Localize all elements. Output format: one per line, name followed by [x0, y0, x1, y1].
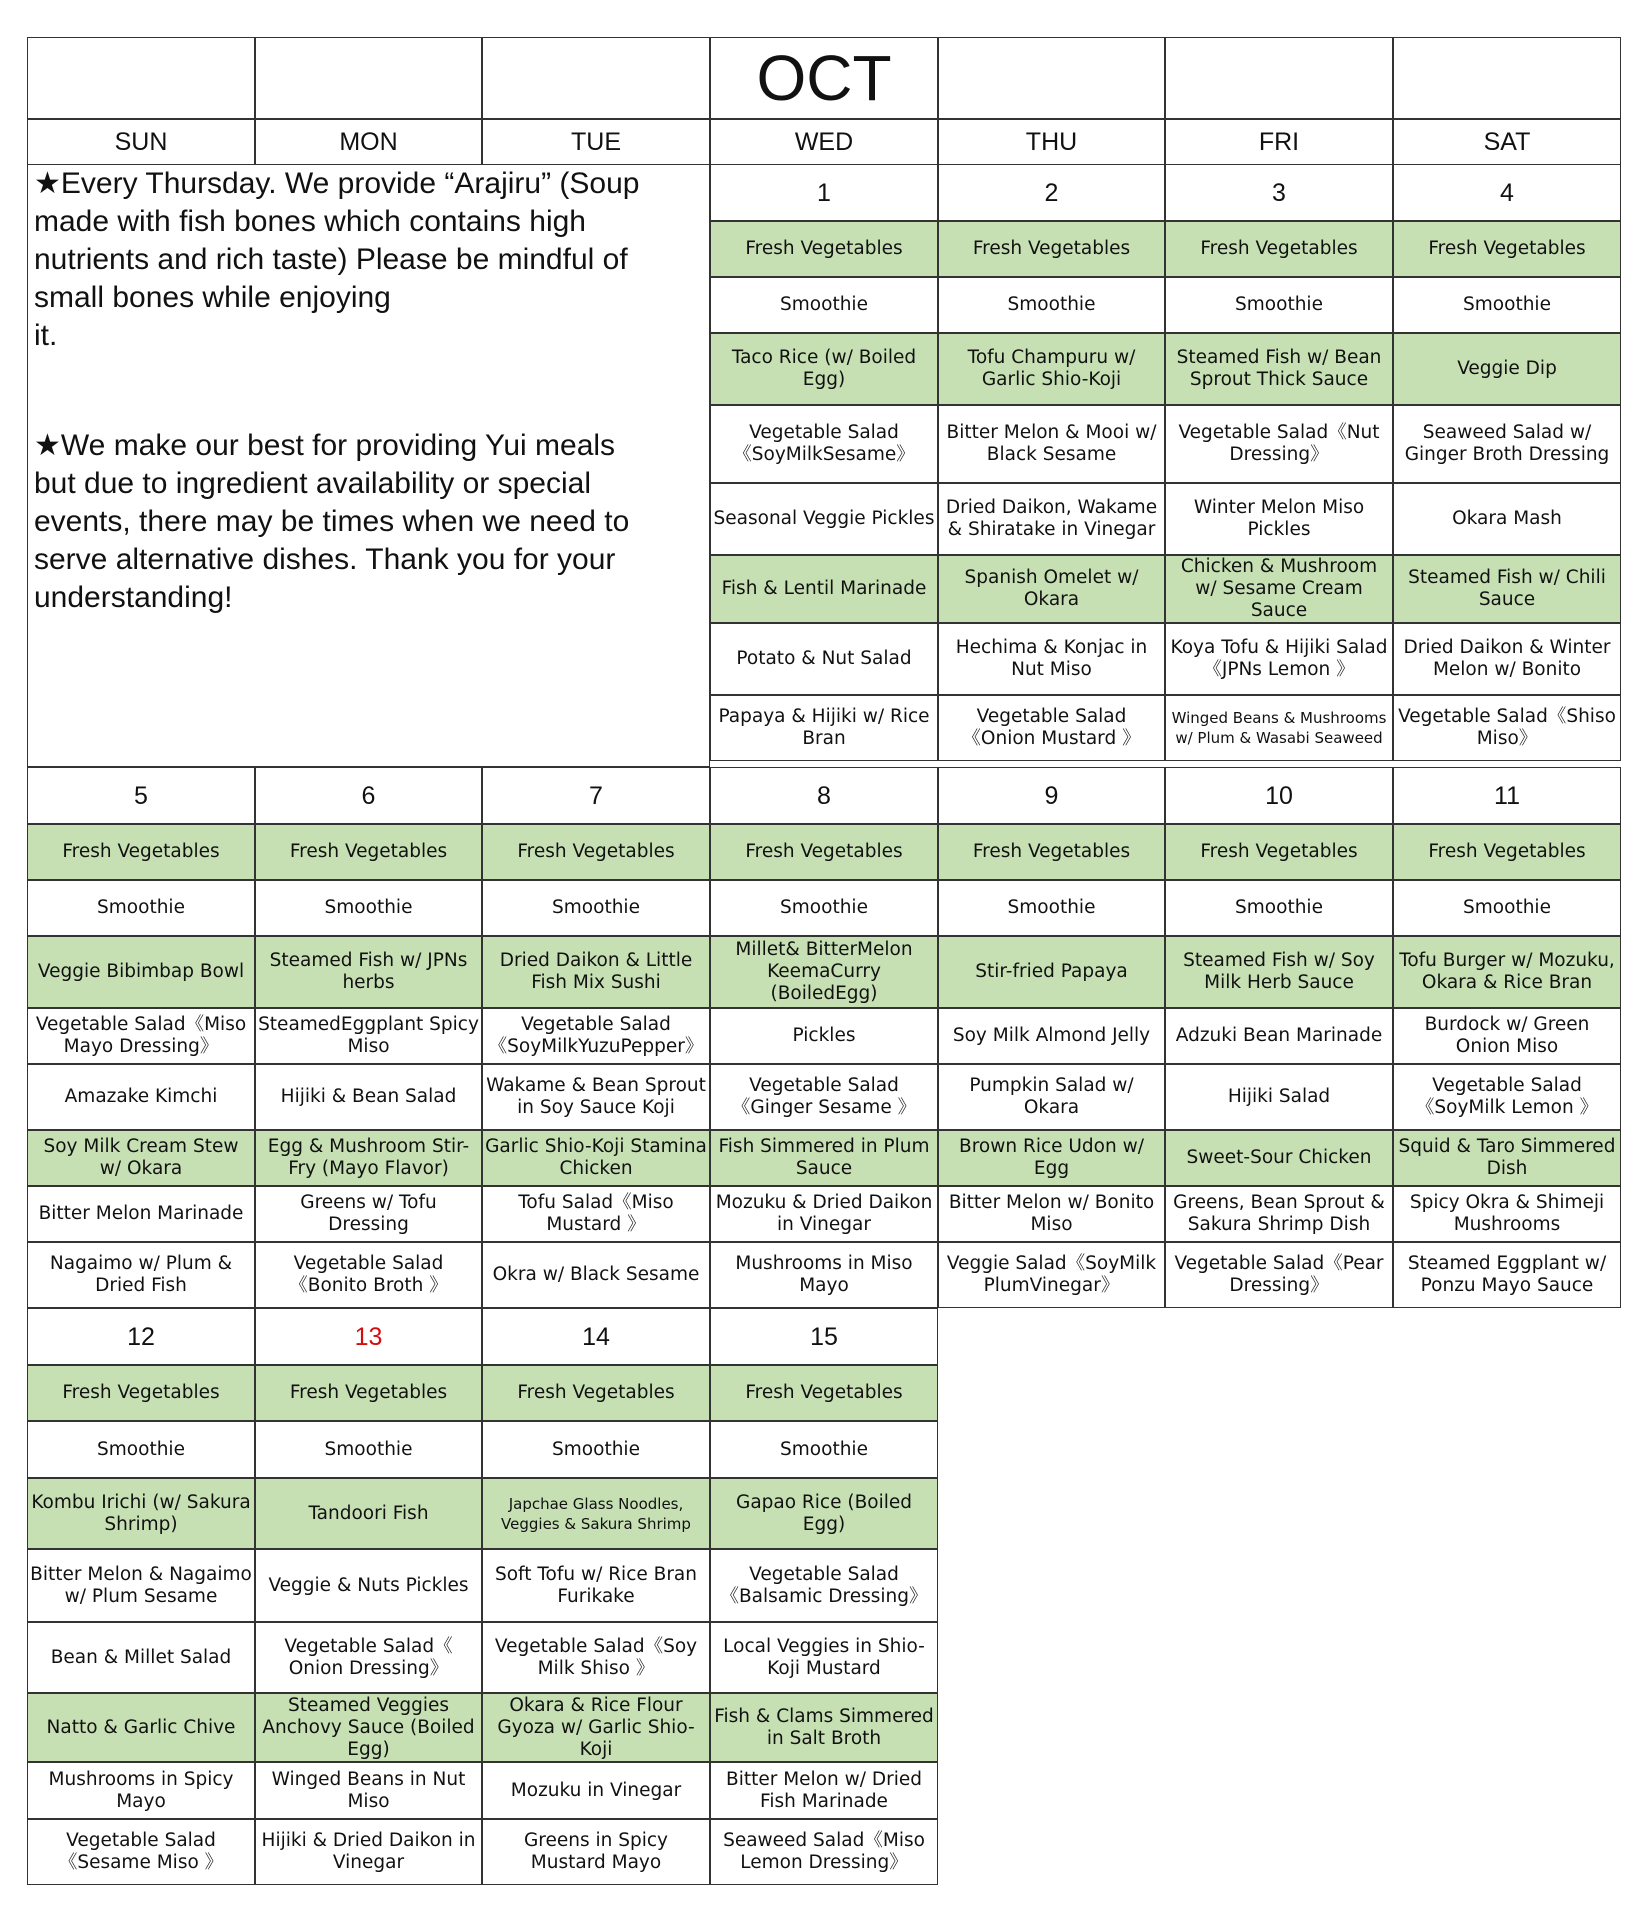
menu-item: Fresh Vegetables [27, 1365, 255, 1421]
menu-item: Steamed Fish w/ Soy Milk Herb Sauce [1165, 936, 1393, 1008]
note-text: ★We make our best for providing Yui meals but due to ingredient availability or special events, there may be times when we need to serve alternative dishes. Thank you for your understanding! [34, 429, 630, 614]
day-number: 6 [255, 767, 482, 824]
menu-item: Squid & Taro Simmered Dish [1393, 1130, 1621, 1186]
menu-item: Spanish Omelet w/ Okara [938, 555, 1165, 623]
menu-item: Steamed Fish w/ Bean Sprout Thick Sauce [1165, 333, 1393, 405]
menu-item: Bean & Millet Salad [27, 1622, 255, 1693]
menu-item: Winged Beans & Mushrooms w/ Plum & Wasabi Seaweed [1165, 695, 1393, 761]
menu-item: Bitter Melon w/ Bonito Miso [938, 1186, 1165, 1242]
menu-item: Okara Mash [1393, 483, 1621, 555]
menu-item: Pickles [710, 1008, 938, 1064]
menu-item: Soy Milk Cream Stew w/ Okara [27, 1130, 255, 1186]
header-blank-cell [1393, 37, 1621, 119]
menu-item: Sweet-Sour Chicken [1165, 1130, 1393, 1186]
menu-item: Dried Daikon, Wakame & Shiratake in Vinegar [938, 483, 1165, 555]
menu-item: Hijiki & Dried Daikon in Vinegar [255, 1819, 482, 1885]
menu-item: Vegetable Salad《Onion Mustard 》 [938, 695, 1165, 761]
menu-item: Burdock w/ Green Onion Miso [1393, 1008, 1621, 1064]
menu-item: Hijiki & Bean Salad [255, 1064, 482, 1130]
menu-item: SteamedEggplant Spicy Miso [255, 1008, 482, 1064]
menu-item: Vegetable Salad《Pear Dressing》 [1165, 1242, 1393, 1308]
menu-item: Smoothie [482, 880, 710, 936]
menu-item: Egg & Mushroom Stir-Fry (Mayo Flavor) [255, 1130, 482, 1186]
menu-item: Nagaimo w/ Plum & Dried Fish [27, 1242, 255, 1308]
menu-item: Seasonal Veggie Pickles [710, 483, 938, 555]
menu-item: Vegetable Salad《Balsamic Dressing》 [710, 1549, 938, 1622]
menu-item: Fish Simmered in Plum Sauce [710, 1130, 938, 1186]
day-number: 1 [710, 164, 938, 221]
notes-panel [27, 164, 710, 767]
menu-item: Steamed Fish w/ JPNs herbs [255, 936, 482, 1008]
menu-item: Fish & Lentil Marinade [710, 555, 938, 623]
menu-item: Seaweed Salad《Miso Lemon Dressing》 [710, 1819, 938, 1885]
menu-item: Vegetable Salad《Ginger Sesame 》 [710, 1064, 938, 1130]
menu-item: Soy Milk Almond Jelly [938, 1008, 1165, 1064]
menu-item: Amazake Kimchi [27, 1064, 255, 1130]
menu-item: Smoothie [27, 880, 255, 936]
menu-item: Okra w/ Black Sesame [482, 1242, 710, 1308]
menu-item: Kombu Irichi (w/ Sakura Shrimp) [27, 1478, 255, 1549]
day-number: 13 [255, 1308, 482, 1365]
menu-item: Fresh Vegetables [710, 1365, 938, 1421]
menu-item: Potato & Nut Salad [710, 623, 938, 695]
menu-item: Mozuku in Vinegar [482, 1762, 710, 1819]
menu-item: Vegetable Salad《Miso Mayo Dressing》 [27, 1008, 255, 1064]
menu-item: Winter Melon Miso Pickles [1165, 483, 1393, 555]
menu-item: Fresh Vegetables [938, 824, 1165, 880]
menu-item: Greens, Bean Sprout & Sakura Shrimp Dish [1165, 1186, 1393, 1242]
menu-item: Vegetable Salad《SoyMilkSesame》 [710, 405, 938, 483]
day-number: 7 [482, 767, 710, 824]
menu-item: Smoothie [938, 277, 1165, 333]
menu-item: Smoothie [255, 1421, 482, 1478]
menu-item: Gapao Rice (Boiled Egg) [710, 1478, 938, 1549]
menu-item: Fresh Vegetables [482, 1365, 710, 1421]
menu-item: Mushrooms in Miso Mayo [710, 1242, 938, 1308]
month-title: OCT [710, 37, 938, 119]
day-number: 11 [1393, 767, 1621, 824]
menu-item: Vegetable Salad《SoyMilk Lemon 》 [1393, 1064, 1621, 1130]
menu-item: Stir-fried Papaya [938, 936, 1165, 1008]
menu-item: Fresh Vegetables [1393, 221, 1621, 277]
menu-item: Smoothie [482, 1421, 710, 1478]
menu-item: Koya Tofu & Hijiki Salad《JPNs Lemon 》 [1165, 623, 1393, 695]
menu-item: Veggie Dip [1393, 333, 1621, 405]
menu-item: Japchae Glass Noodles, Veggies & Sakura Shrimp [482, 1478, 710, 1549]
menu-item: Dried Daikon & Little Fish Mix Sushi [482, 936, 710, 1008]
menu-item: Brown Rice Udon w/ Egg [938, 1130, 1165, 1186]
menu-item: Mozuku & Dried Daikon in Vinegar [710, 1186, 938, 1242]
menu-item: Hechima & Konjac in Nut Miso [938, 623, 1165, 695]
day-number: 14 [482, 1308, 710, 1365]
day-number: 8 [710, 767, 938, 824]
menu-item: Papaya & Hijiki w/ Rice Bran [710, 695, 938, 761]
menu-item: Smoothie [255, 880, 482, 936]
header-blank-cell [27, 37, 255, 119]
menu-item: Vegetable Salad《Bonito Broth 》 [255, 1242, 482, 1308]
menu-item: Spicy Okra & Shimeji Mushrooms [1393, 1186, 1621, 1242]
menu-item: Chicken & Mushroom w/ Sesame Cream Sauce [1165, 555, 1393, 623]
menu-item: Winged Beans in Nut Miso [255, 1762, 482, 1819]
menu-item: Veggie & Nuts Pickles [255, 1549, 482, 1622]
menu-item: Smoothie [710, 880, 938, 936]
menu-item: Mushrooms in Spicy Mayo [27, 1762, 255, 1819]
menu-item: Vegetable Salad《Soy Milk Shiso 》 [482, 1622, 710, 1693]
menu-item: Hijiki Salad [1165, 1064, 1393, 1130]
day-number: 3 [1165, 164, 1393, 221]
day-number: 12 [27, 1308, 255, 1365]
menu-item: Soft Tofu w/ Rice Bran Furikake [482, 1549, 710, 1622]
menu-item: Smoothie [710, 1421, 938, 1478]
menu-item: Wakame & Bean Sprout in Soy Sauce Koji [482, 1064, 710, 1130]
day-number: 10 [1165, 767, 1393, 824]
menu-item: Dried Daikon & Winter Melon w/ Bonito [1393, 623, 1621, 695]
menu-item: Steamed Veggies Anchovy Sauce (Boiled Egg) [255, 1693, 482, 1762]
menu-item: Fresh Vegetables [710, 824, 938, 880]
menu-item: Vegetable Salad《Nut Dressing》 [1165, 405, 1393, 483]
weekday-mon: MON [255, 119, 482, 165]
menu-item: Fresh Vegetables [255, 824, 482, 880]
day-number: 15 [710, 1308, 938, 1365]
day-number: 4 [1393, 164, 1621, 221]
menu-item: Bitter Melon & Nagaimo w/ Plum Sesame [27, 1549, 255, 1622]
day-number: 5 [27, 767, 255, 824]
menu-item: Fresh Vegetables [710, 221, 938, 277]
weekday-sun: SUN [27, 119, 255, 165]
menu-item: Fresh Vegetables [482, 824, 710, 880]
menu-item: Adzuki Bean Marinade [1165, 1008, 1393, 1064]
menu-item: Fresh Vegetables [1393, 824, 1621, 880]
menu-item: Tofu Champuru w/ Garlic Shio-Koji [938, 333, 1165, 405]
weekday-fri: FRI [1165, 119, 1393, 165]
weekday-wed: WED [710, 119, 938, 165]
menu-item: Fresh Vegetables [1165, 221, 1393, 277]
menu-item: Seaweed Salad w/ Ginger Broth Dressing [1393, 405, 1621, 483]
weekday-sat: SAT [1393, 119, 1621, 165]
menu-item: Smoothie [1393, 880, 1621, 936]
menu-item: Greens in Spicy Mustard Mayo [482, 1819, 710, 1885]
header-blank-cell [938, 37, 1165, 119]
menu-item: Pumpkin Salad w/ Okara [938, 1064, 1165, 1130]
menu-item: Veggie Salad《SoyMilk PlumVinegar》 [938, 1242, 1165, 1308]
menu-item: Fresh Vegetables [938, 221, 1165, 277]
header-blank-cell [482, 37, 710, 119]
menu-item: Fresh Vegetables [1165, 824, 1393, 880]
note-text: ★Every Thursday. We provide “Arajiru” (Soup made with fish bones which contains high nutrients and rich taste) Please be mindful of small bones while enjoying it. [34, 167, 640, 352]
menu-item: Tandoori Fish [255, 1478, 482, 1549]
menu-item: Garlic Shio-Koji Stamina Chicken [482, 1130, 710, 1186]
menu-calendar [27, 37, 1621, 1887]
menu-item: Bitter Melon Marinade [27, 1186, 255, 1242]
menu-item: Steamed Eggplant w/ Ponzu Mayo Sauce [1393, 1242, 1621, 1308]
header-blank-cell [1165, 37, 1393, 119]
menu-item: Vegetable Salad《 Onion Dressing》 [255, 1622, 482, 1693]
menu-item: Fish & Clams Simmered in Salt Broth [710, 1693, 938, 1762]
menu-item: Millet& BitterMelon KeemaCurry (BoiledEgg) [710, 936, 938, 1008]
menu-item: Tofu Salad《Miso Mustard 》 [482, 1186, 710, 1242]
menu-item: Smoothie [1393, 277, 1621, 333]
menu-item: Smoothie [1165, 277, 1393, 333]
menu-item: Tofu Burger w/ Mozuku, Okara & Rice Bran [1393, 936, 1621, 1008]
menu-item: Fresh Vegetables [27, 824, 255, 880]
menu-item: Taco Rice (w/ Boiled Egg) [710, 333, 938, 405]
menu-item: Smoothie [710, 277, 938, 333]
menu-item: Smoothie [27, 1421, 255, 1478]
menu-item: Steamed Fish w/ Chili Sauce [1393, 555, 1621, 623]
menu-item: Smoothie [938, 880, 1165, 936]
menu-item: Bitter Melon & Mooi w/ Black Sesame [938, 405, 1165, 483]
menu-item: Okara & Rice Flour Gyoza w/ Garlic Shio-Koji [482, 1693, 710, 1762]
menu-item: Smoothie [1165, 880, 1393, 936]
menu-item: Greens w/ Tofu Dressing [255, 1186, 482, 1242]
menu-item: Veggie Bibimbap Bowl [27, 936, 255, 1008]
menu-item: Bitter Melon w/ Dried Fish Marinade [710, 1762, 938, 1819]
menu-item: Natto & Garlic Chive [27, 1693, 255, 1762]
menu-item: Vegetable Salad《Sesame Miso 》 [27, 1819, 255, 1885]
menu-item: Local Veggies in Shio-Koji Mustard [710, 1622, 938, 1693]
menu-item: Vegetable Salad《SoyMilkYuzuPepper》 [482, 1008, 710, 1064]
menu-item: Fresh Vegetables [255, 1365, 482, 1421]
menu-item: Vegetable Salad《Shiso Miso》 [1393, 695, 1621, 761]
weekday-tue: TUE [482, 119, 710, 165]
day-number: 2 [938, 164, 1165, 221]
header-blank-cell [255, 37, 482, 119]
day-number: 9 [938, 767, 1165, 824]
weekday-thu: THU [938, 119, 1165, 165]
